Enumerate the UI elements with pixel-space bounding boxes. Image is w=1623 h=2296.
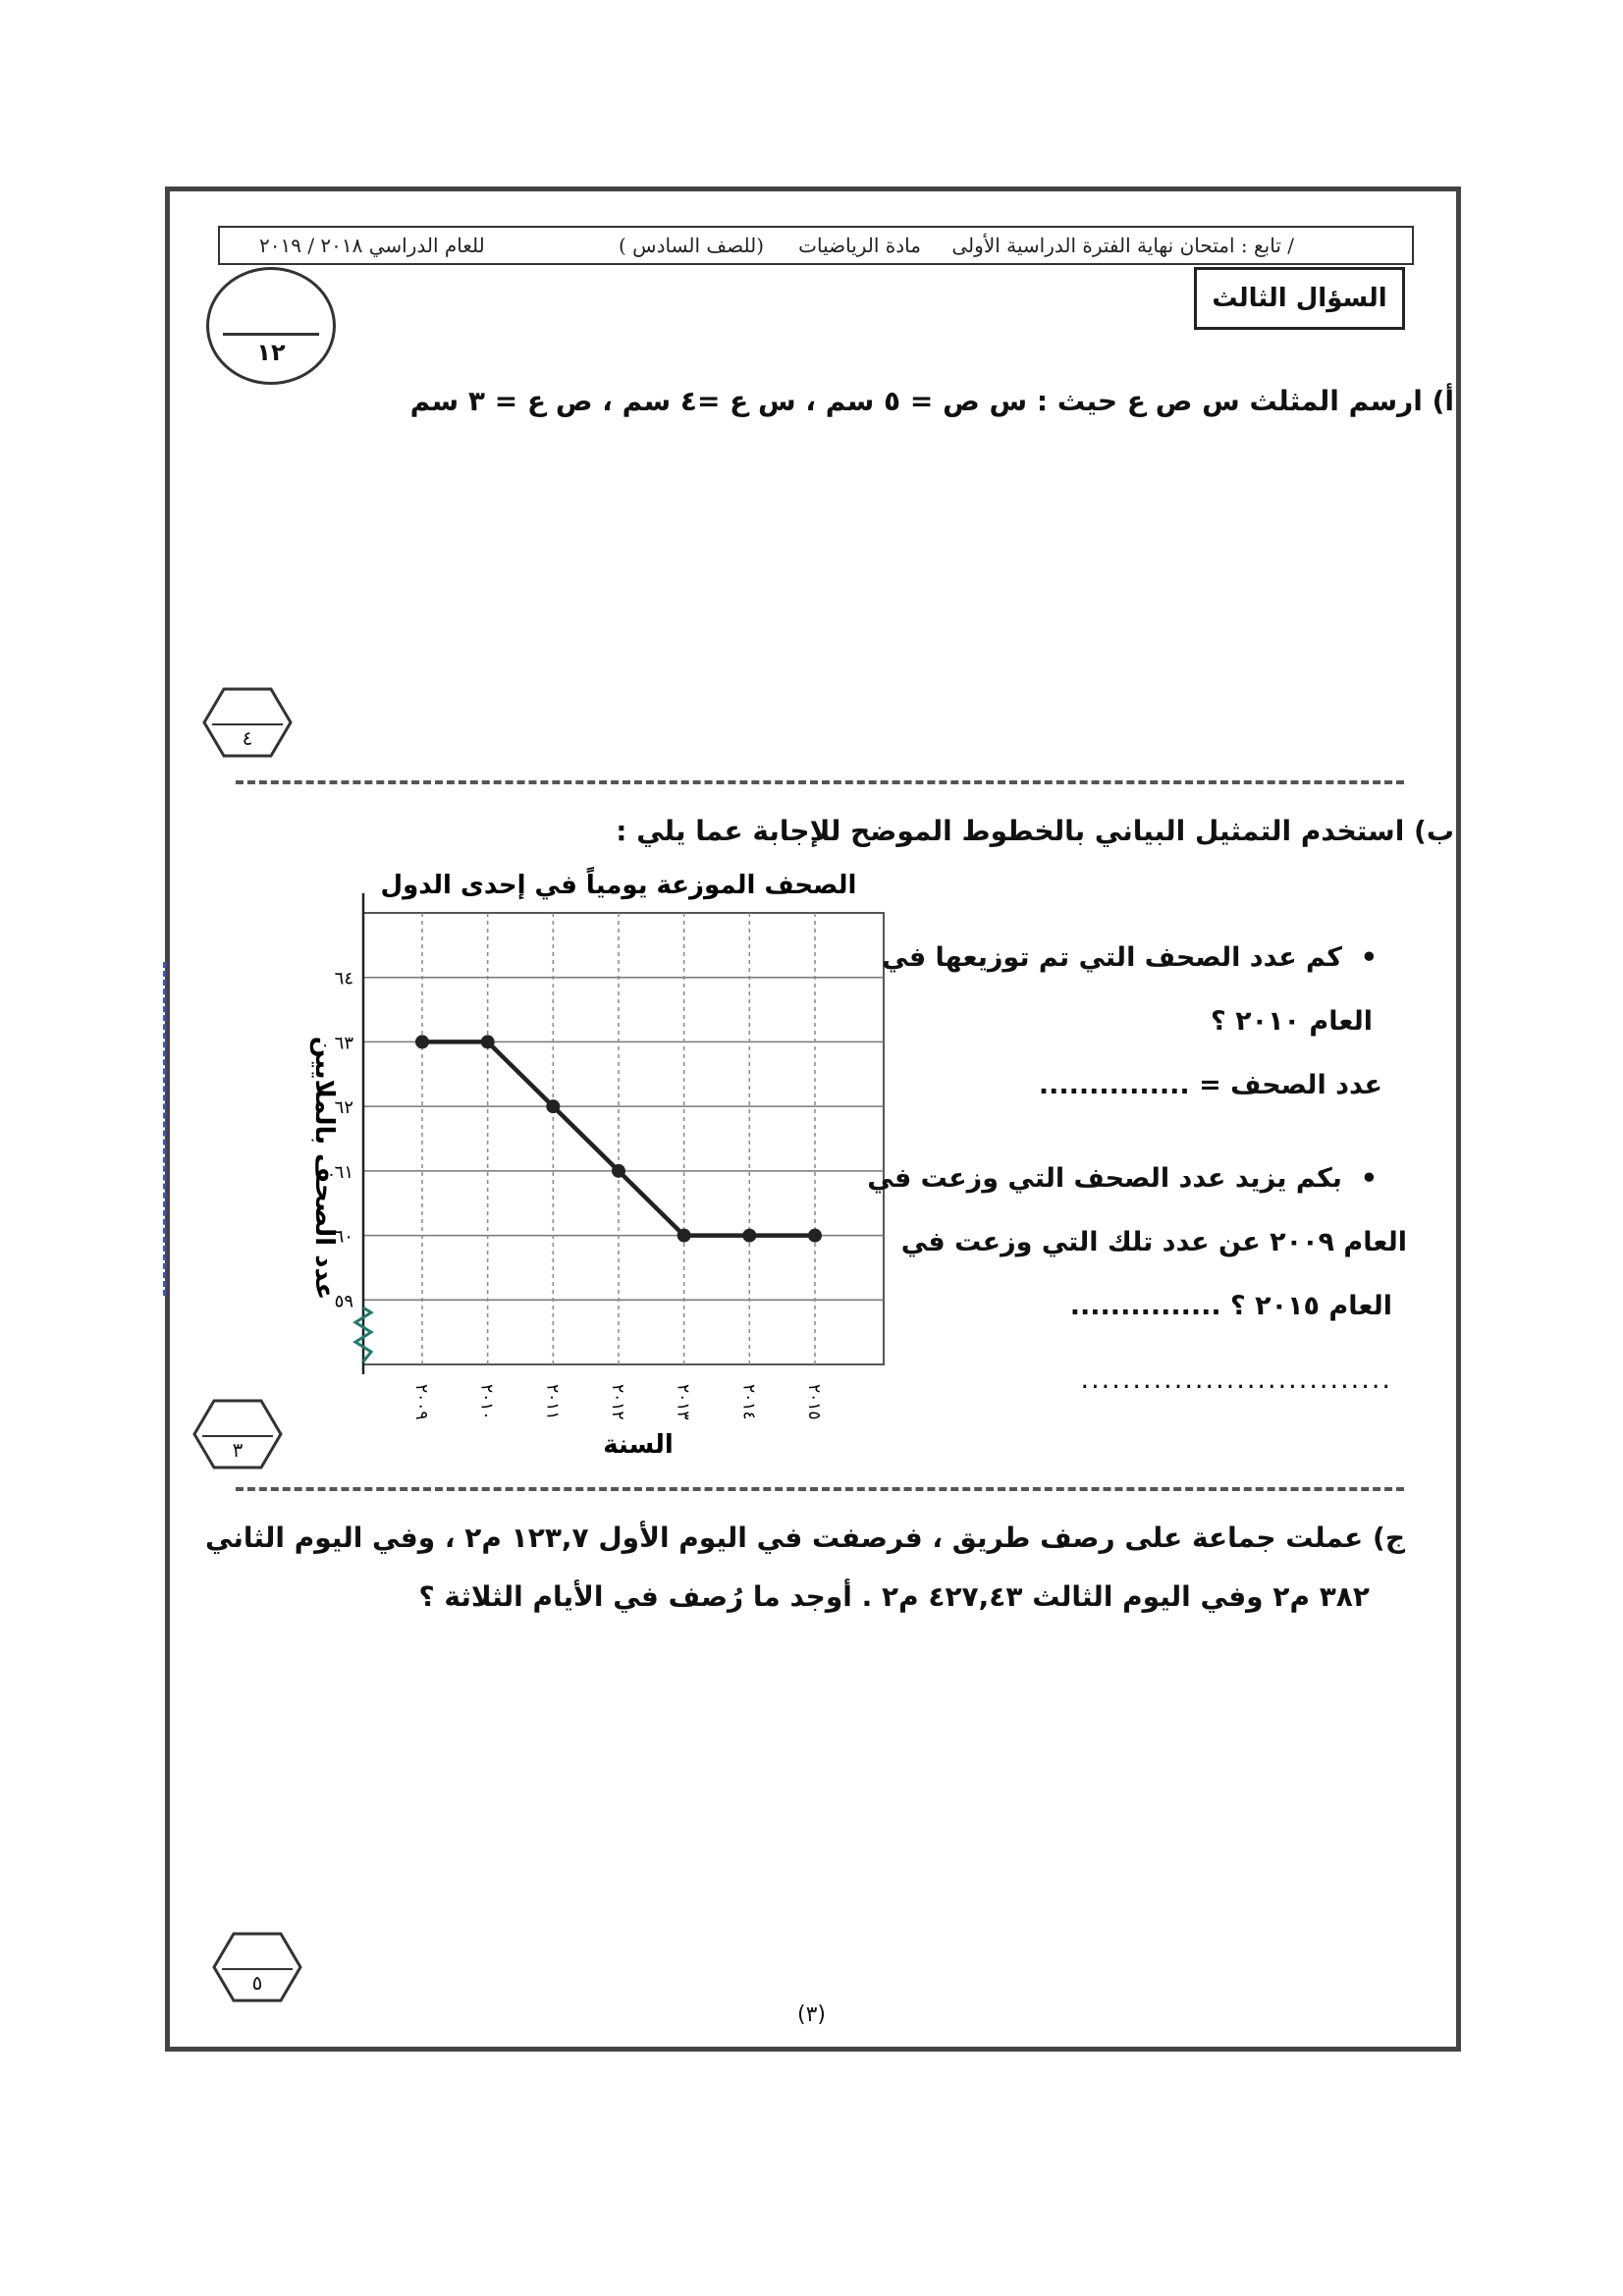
data-point — [481, 1035, 495, 1048]
x-tick-label: ٢٠١٥ — [804, 1384, 824, 1420]
part-b-question: ب) استخدم التمثيل البياني بالخطوط الموضح للإجابة عما يلي : — [616, 815, 1454, 847]
y-tick-label: ٥٩ — [334, 1291, 353, 1312]
line-chart — [255, 864, 943, 1453]
x-tick-label: ٢٠١٠ — [476, 1384, 497, 1420]
y-tick-label: ٦٣ — [334, 1033, 353, 1054]
bullet-icon: • — [1360, 1163, 1378, 1194]
x-tick-label: ٢٠١٣ — [673, 1384, 693, 1420]
x-tick-label: ٢٠١١ — [542, 1384, 563, 1420]
part-b-q1-line2: العام ٢٠١٠ ؟ — [1211, 1006, 1373, 1037]
exam-header — [218, 226, 1414, 265]
scan-mark — [163, 962, 178, 1296]
page-number: (٣) — [796, 2002, 826, 2027]
total-score: ١٢ — [256, 339, 286, 366]
part-c-line2: ٣٨٢ م٢ وفي اليوم الثالث ٤٢٧,٤٣ م٢ . أوجد ما رُصف في الأيام الثلاثة ؟ — [418, 1580, 1370, 1613]
part-b-q1-line1 — [882, 942, 1378, 973]
data-point — [612, 1164, 625, 1178]
part-b-q2-answer-line[interactable]: .............................. — [1080, 1364, 1392, 1395]
part-b-score-box — [192, 1399, 283, 1469]
chart-series — [415, 1035, 822, 1242]
data-point — [677, 1229, 691, 1243]
header-exam: تابع : امتحان نهاية الفترة الدراسية الأولى / — [951, 234, 1294, 257]
total-score-circle — [206, 267, 336, 385]
score-divider — [223, 333, 319, 336]
part-a-question: أ) ارسم المثلث س ص ع حيث : س ص = ٥ سم ، س ع =٤ سم ، ص ع = ٣ سم — [409, 385, 1454, 417]
part-b-q2-line3[interactable]: العام ٢٠١٥ ؟ ............... — [1069, 1291, 1392, 1321]
part-b-q1-answer[interactable]: عدد الصحف = ............... — [1038, 1070, 1382, 1100]
y-tick-label: ٦٢ — [334, 1097, 353, 1119]
chart-axes — [335, 893, 824, 1420]
part-c-score: ٥ — [251, 1971, 263, 1995]
header-subject: مادة الرياضيات — [798, 234, 921, 257]
y-axis-label: عدد الصحف بالملايين — [309, 1036, 339, 1301]
data-point — [808, 1229, 822, 1243]
data-point — [415, 1035, 429, 1048]
y-tick-label: ٦٤ — [334, 968, 353, 989]
section-divider-2 — [236, 1487, 1404, 1491]
part-b-q1-text: كم عدد الصحف التي تم توزيعها في — [882, 942, 1342, 973]
part-b-q2-text: بكم يزيد عدد الصحف التي وزعت في — [867, 1163, 1342, 1194]
part-b-q2-line2: العام ٢٠٠٩ عن عدد تلك التي وزعت في — [900, 1227, 1407, 1257]
section-divider-1 — [236, 780, 1404, 784]
header-grade: ( للصف السادس) — [618, 234, 764, 257]
header-year: للعام الدراسي ٢٠١٨ / ٢٠١٩ — [259, 234, 485, 257]
part-c-line1: ج) عملت جماعة على رصف طريق ، فرصفت في اليوم الأول ١٢٣,٧ م٢ ، وفي اليوم الثاني — [205, 1522, 1405, 1554]
x-tick-label: ٢٠١٢ — [608, 1384, 627, 1420]
part-b-score: ٣ — [232, 1438, 243, 1462]
part-a-score-box — [202, 687, 293, 758]
y-tick-label: ٦١ — [334, 1161, 353, 1183]
x-tick-label: ٢٠١٤ — [738, 1384, 759, 1420]
y-tick-label: ٦٠ — [334, 1226, 353, 1248]
x-tick-label: ٢٠٠٩ — [411, 1384, 431, 1420]
part-c-score-box — [212, 1932, 302, 2002]
part-b-q2-line1 — [867, 1163, 1378, 1194]
part-a-score: ٤ — [242, 726, 253, 750]
plot-border — [363, 913, 884, 1364]
chart-grid — [363, 913, 884, 1364]
x-axis-label: السنة — [603, 1430, 674, 1453]
bullet-icon: • — [1360, 942, 1378, 973]
data-point — [742, 1229, 756, 1243]
data-point — [546, 1099, 560, 1113]
chart-title: الصحف الموزعة يومياً في إحدى الدول — [380, 871, 857, 900]
question-title: السؤال الثالث — [1194, 267, 1405, 330]
